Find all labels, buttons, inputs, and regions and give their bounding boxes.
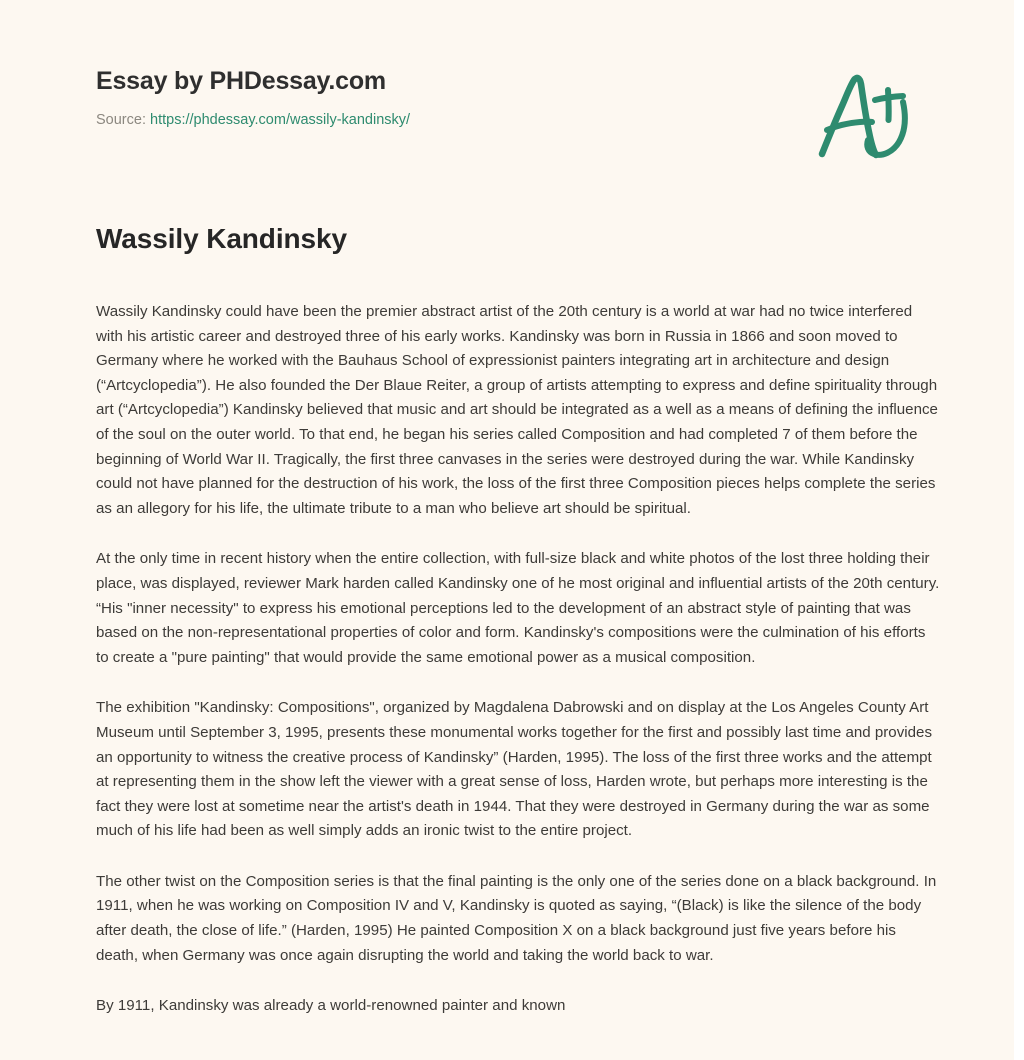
- a-plus-logo-icon[interactable]: [814, 72, 910, 166]
- page-title: Wassily Kandinsky: [96, 223, 347, 254]
- article-body: [96, 300, 942, 1019]
- paragraph: The other twist on the Composition series is that the final painting is the only one of the series done on a black background. In 1911, when he was working on Composition IV and V, Kandinsky is quoted as saying, “(Black) is like the silence of the body after death, the close of life.” (Harden, 1995) He painted Composition X on a black background just five years before his death, when Germany was once again disrupting the world and taking the world back to war.: [96, 872, 937, 964]
- article: [96, 221, 942, 1019]
- paragraph: By 1911, Kandinsky was already a world-renowned painter and known: [96, 997, 566, 1015]
- paragraph: Wassily Kandinsky could have been the premier abstract artist of the 20th century is a world at war had no twice interfered with his artistic career and destroyed three of his early works. Kandinsky was born in Russia in 1866 and soon moved to Germany where he worked with the Bauhaus School of expressionist painters integrating art in architecture and design (“Artcyclopedia”). He also founded the Der Blaue Reiter, a group of artists attempting to express and define spirituality through art (“Artcyclopedia”) Kandinsky believed that music and art should be integrated as a well as a means of defining the influence of the soul on the outer world. To that end, he began his series called Composition and had completed 7 of them before the beginning of World War II. Tragically, the first three canvases in the series were destroyed during the war. While Kandinsky could not have planned for the destruction of his work, the loss of the first three Composition pieces helps complete the series as an allegory for his life, the ultimate tribute to a man who believe art should be spiritual.: [96, 303, 938, 517]
- page-header: [96, 66, 926, 130]
- source-label: Source:: [96, 112, 146, 128]
- source-line: [96, 111, 926, 130]
- source-url-link[interactable]: https://phdessay.com/wassily-kandinsky/: [150, 112, 411, 128]
- paragraph: At the only time in recent history when the entire collection, with full-size black and white photos of the lost three holding their place, was displayed, reviewer Mark harden called Kandinsky one of he most original and influential artists of the 20th century. “His "inner necessity" to express his emotional perceptions led to the development of an abstract style of painting that was based on the non-representational properties of color and form. Kandinsky's compositions were the culmination of his efforts to create a "pure painting" that would provide the same emotional power as a musical composition.: [96, 550, 940, 666]
- page-right-gutter: [1014, 0, 1024, 1060]
- brand-attribution: Essay by PHDessay.com: [96, 67, 386, 95]
- paragraph: The exhibition "Kandinsky: Compositions", organized by Magdalena Dabrowski and on display at the Los Angeles County Art Museum until September 3, 1995, presents these monumental works together for the first and possibly last time and provides an opportunity to witness the creative process of Kandinsky” (Harden, 1995). The loss of the first three works and the attempt at representing them in the show left the viewer with a great sense of loss, Harden wrote, but perhaps more interesting is the fact they were lost at sometime near the artist's death in 1944. That they were destroyed in Germany during the war as some much of his life had been as well simply adds an ironic twist to the entire project.: [96, 699, 932, 840]
